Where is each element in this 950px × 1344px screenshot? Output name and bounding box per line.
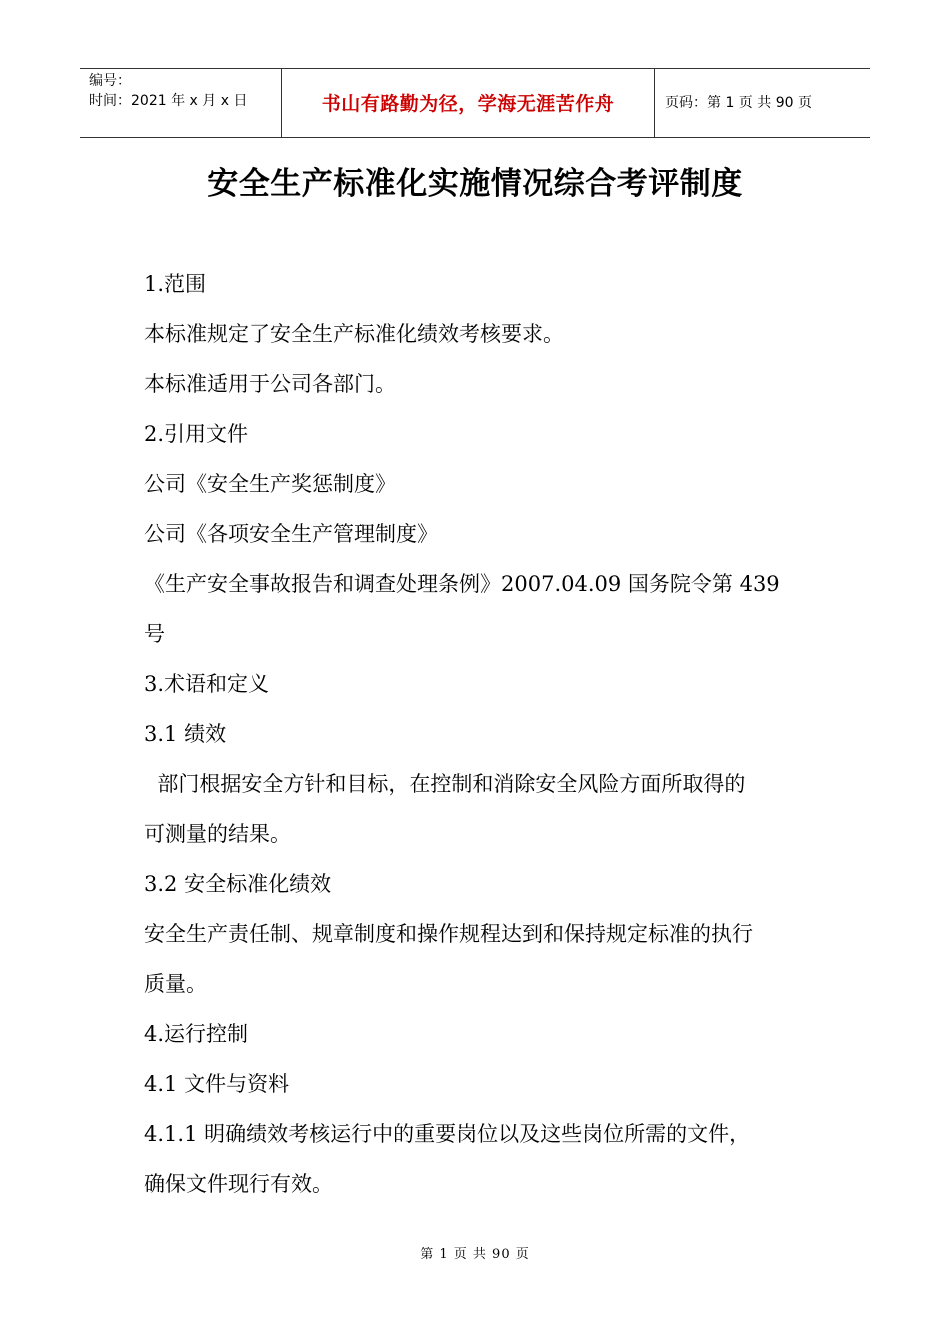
header-info-cell xyxy=(80,69,282,137)
paragraph-line: 4.1.1 明确绩效考核运行中的重要岗位以及这些岗位所需的文件， xyxy=(144,1122,751,1146)
subsection-heading: 4.1 文件与资料 xyxy=(144,1072,290,1096)
section-heading: 1.范围 xyxy=(144,272,207,296)
paragraph-line: 安全生产责任制、规章制度和操作规程达到和保持规定标准的执行 xyxy=(144,922,753,946)
document-number-label: 编号： xyxy=(89,73,131,89)
paragraph-line: 公司《安全生产奖惩制度》 xyxy=(144,472,396,496)
paragraph-line: 公司《各项安全生产管理制度》 xyxy=(144,522,438,546)
subsection-heading: 3.2 安全标准化绩效 xyxy=(144,872,332,896)
paragraph-line: 可测量的结果。 xyxy=(144,822,291,846)
header-page-cell xyxy=(655,69,870,137)
document-header xyxy=(80,68,870,138)
document-title: 安全生产标准化实施情况综合考评制度 xyxy=(207,166,743,202)
header-motto-cell xyxy=(282,69,655,137)
paragraph-line: 部门根据安全方针和目标，在控制和消除安全风险方面所取得的 xyxy=(144,772,746,796)
paragraph-line: 质量。 xyxy=(144,972,207,996)
paragraph-line: 本标准规定了安全生产标准化绩效考核要求。 xyxy=(144,322,564,346)
subsection-heading: 3.1 绩效 xyxy=(144,722,227,746)
header-page-info: 页码：第 1 页 共 90 页 xyxy=(665,95,812,111)
header-motto: 书山有路勤为径，学海无涯苦作舟 xyxy=(321,93,615,115)
paragraph-line: 《生产安全事故报告和调查处理条例》2007.04.09 国务院令第 439 xyxy=(144,572,780,596)
section-heading: 2.引用文件 xyxy=(144,422,249,446)
page-footer: 第 1 页 共 90 页 xyxy=(420,1247,530,1262)
paragraph-line: 确保文件现行有效。 xyxy=(144,1172,333,1196)
section-heading: 3.术语和定义 xyxy=(144,672,270,696)
paragraph-line: 本标准适用于公司各部门。 xyxy=(144,372,396,396)
document-date: 时间：2021 年 x 月 x 日 xyxy=(89,93,248,109)
section-heading: 4.运行控制 xyxy=(144,1022,249,1046)
paragraph-line: 号 xyxy=(144,622,165,646)
